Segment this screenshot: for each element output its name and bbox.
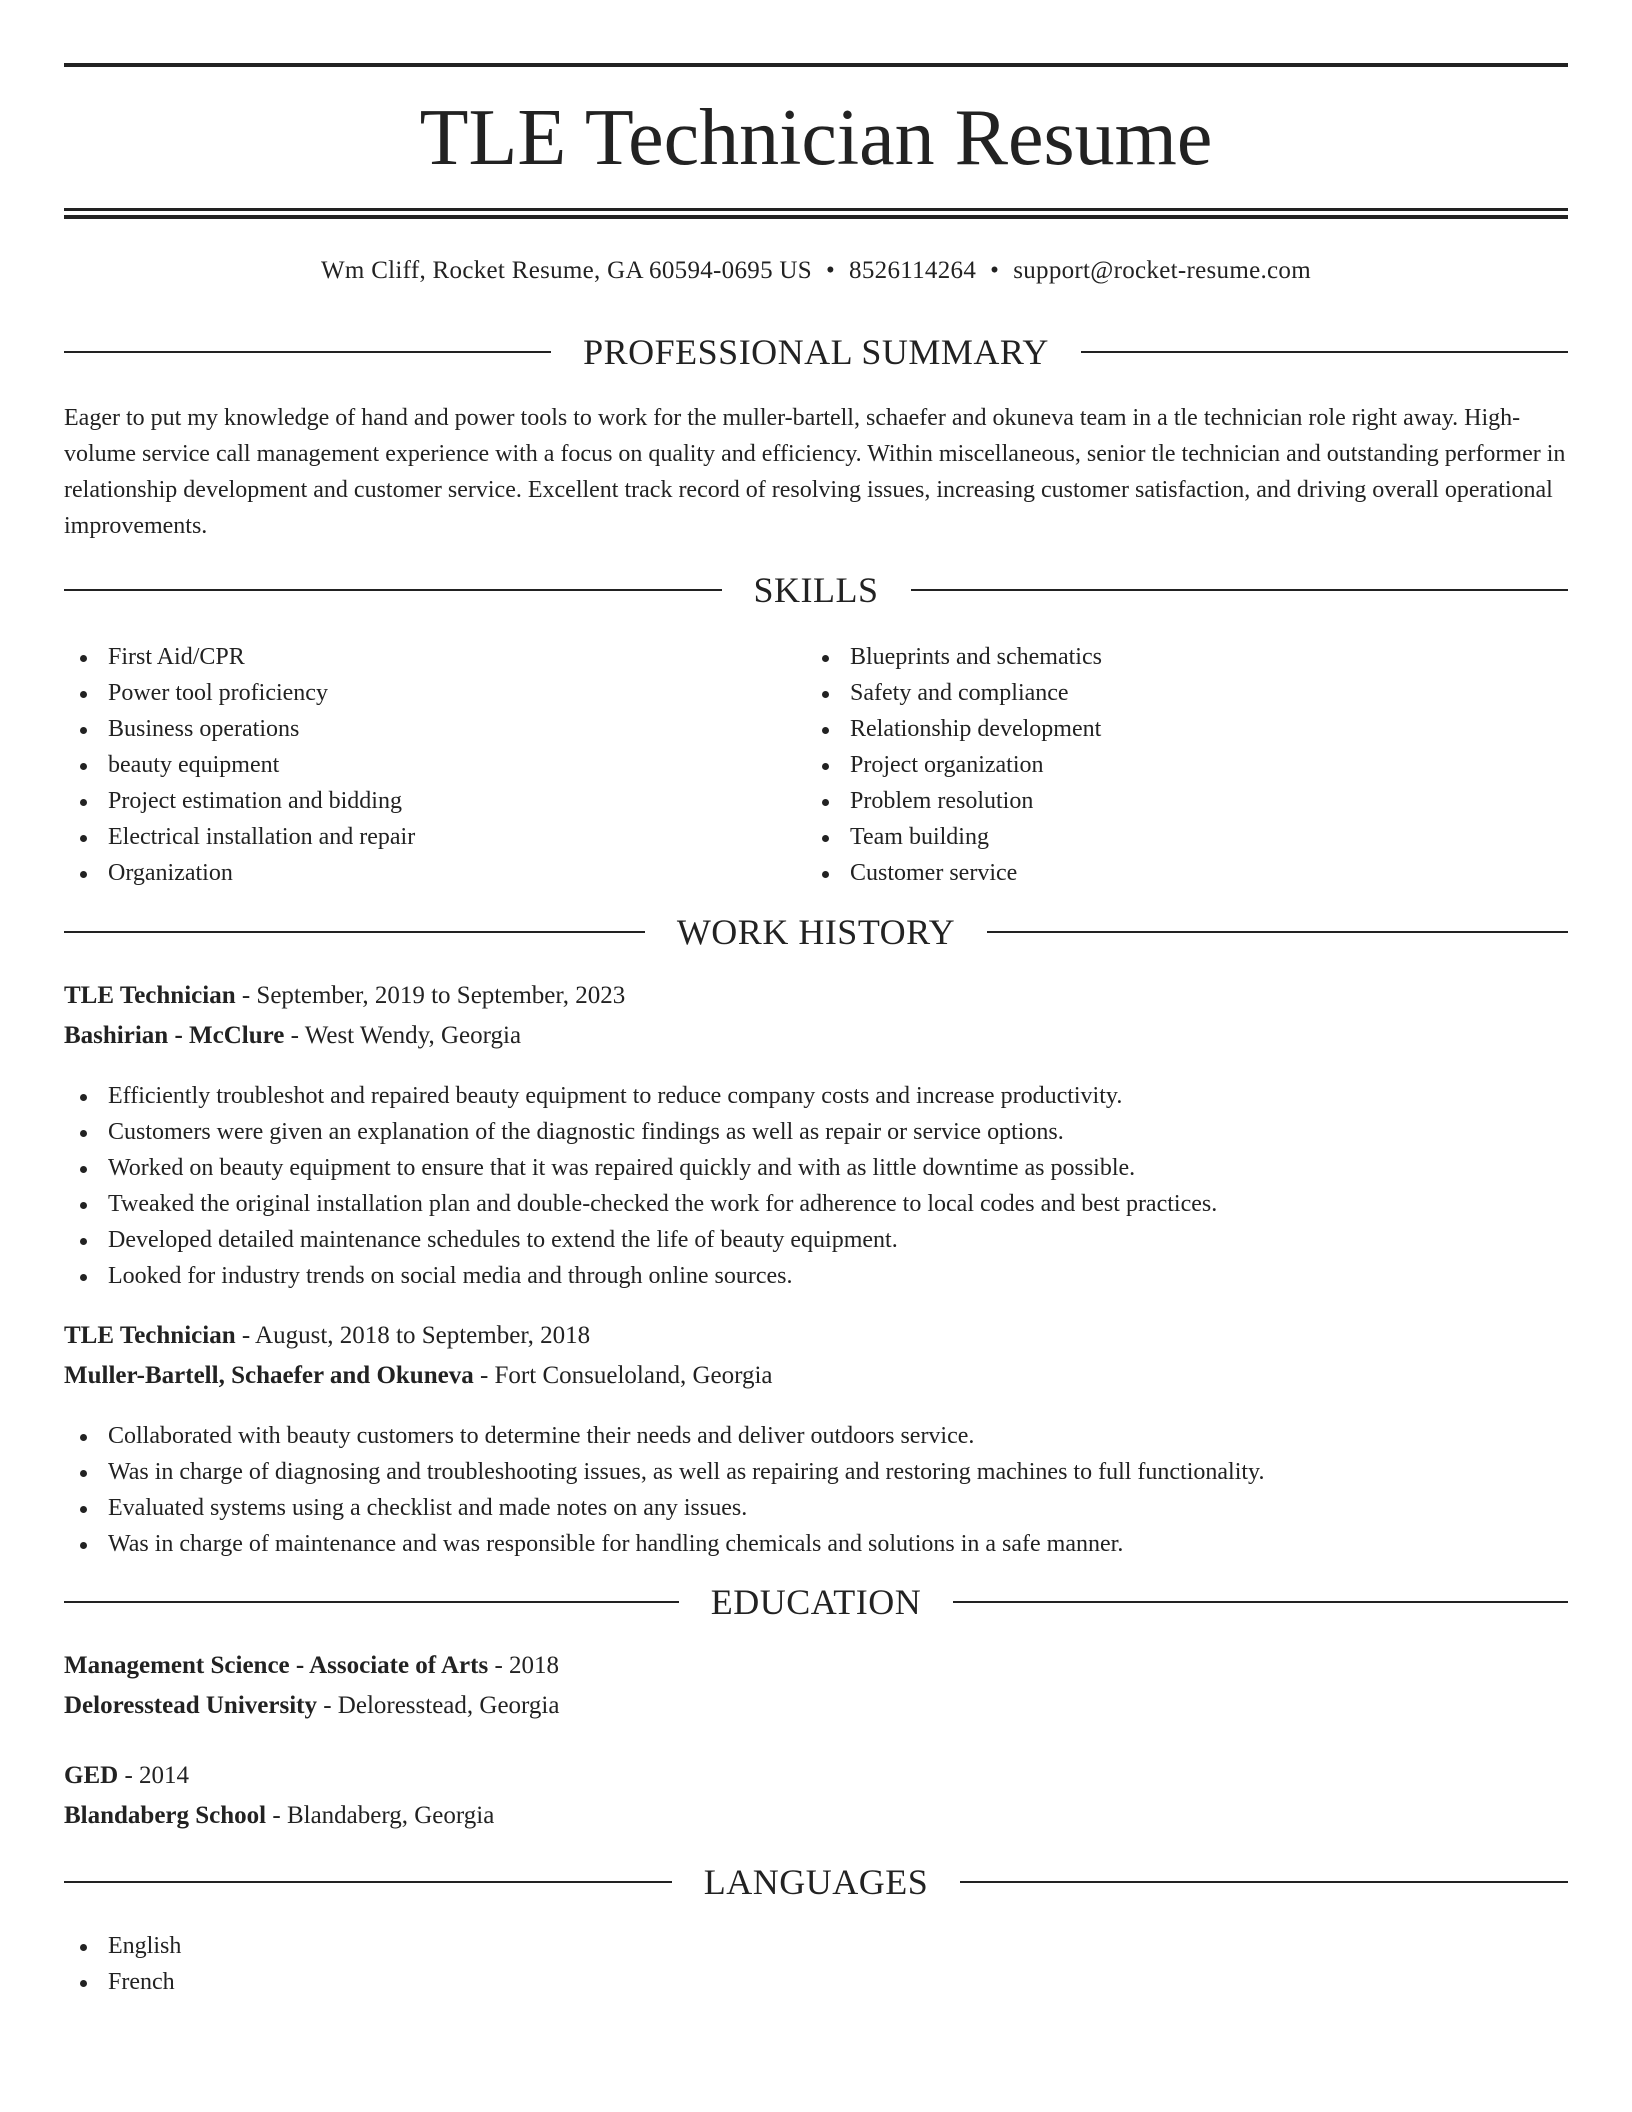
section-title-work: WORK HISTORY <box>676 912 956 952</box>
language-item: French <box>64 1964 1568 2000</box>
skill-item: Organization <box>64 855 804 891</box>
job-duty-item: Tweaked the original installation plan and double-checked the work for adherence to local codes and best practices. <box>64 1186 1568 1222</box>
title-rule-lower <box>64 215 1568 219</box>
job-duty-item: Customers were given an explanation of the diagnostic findings as well as repair or service options. <box>64 1114 1568 1150</box>
skill-item: Customer service <box>806 855 1546 891</box>
job-title-line <box>64 1316 1568 1356</box>
education-degree-line <box>64 1756 1568 1796</box>
contact-phone: 8526114264 <box>849 257 977 284</box>
section-title-skills: SKILLS <box>753 570 879 610</box>
job-duty-item: Looked for industry trends on social media and through online sources. <box>64 1258 1568 1294</box>
contact-address: Wm Cliff, Rocket Resume, GA 60594-0695 US <box>321 257 812 284</box>
job-dates: - September, 2019 to September, 2023 <box>235 982 626 1009</box>
summary-text: Eager to put my knowledge of hand and power tools to work for the muller-bartell, schaefer and okuneva team in a tle technician role right away. High-volume service call management experience with a focus on quality and efficiency. Within miscellaneous, senior tle technician and outstanding performer in relationship development and customer service. Excellent track record of resolving issues, increasing customer satisfaction, and driving overall operational improvements. <box>64 405 1566 539</box>
divider-line <box>987 931 1568 933</box>
section-title-languages: LANGUAGES <box>703 1862 929 1902</box>
education-school: Blandaberg School <box>64 1802 267 1829</box>
job-title: TLE Technician <box>64 1322 236 1349</box>
skill-item: Safety and compliance <box>806 675 1546 711</box>
job-duty-item: Evaluated systems using a checklist and made notes on any issues. <box>64 1490 1568 1526</box>
language-item: English <box>64 1928 1568 1964</box>
education-year: - 2014 <box>118 1762 190 1789</box>
divider-line <box>953 1601 1568 1603</box>
skill-item: Team building <box>806 819 1546 855</box>
section-title-education: EDUCATION <box>710 1582 922 1622</box>
education-degree-line <box>64 1646 1568 1686</box>
job-title: TLE Technician <box>64 982 236 1009</box>
job-location: - Fort Consueloland, Georgia <box>473 1362 773 1389</box>
contact-line <box>64 254 1568 288</box>
skill-item: Electrical installation and repair <box>64 819 804 855</box>
job-duty-item: Was in charge of maintenance and was responsible for handling chemicals and solutions in a safe manner. <box>64 1526 1568 1562</box>
job-dates: - August, 2018 to September, 2018 <box>235 1322 591 1349</box>
job-duties-list <box>64 1418 1568 1562</box>
education-location: - Blandaberg, Georgia <box>266 1802 495 1829</box>
contact-separator: • <box>990 257 1000 284</box>
divider-line <box>64 589 722 591</box>
divider-line <box>64 1881 672 1883</box>
skill-item: Business operations <box>64 711 804 747</box>
job-duty-item: Was in charge of diagnosing and troubleshooting issues, as well as repairing and restoring machines to full functionality. <box>64 1454 1568 1490</box>
contact-separator: • <box>825 257 836 284</box>
section-header-skills <box>64 568 1568 612</box>
divider-line <box>64 931 645 933</box>
skill-item: Relationship development <box>806 711 1546 747</box>
job-duty-item: Efficiently troubleshot and repaired beauty equipment to reduce company costs and increase productivity. <box>64 1078 1568 1114</box>
skill-item: Power tool proficiency <box>64 675 804 711</box>
skill-item: Project organization <box>806 747 1546 783</box>
skill-item: Blueprints and schematics <box>806 639 1546 675</box>
divider-line <box>1081 351 1568 353</box>
job-company: Muller-Bartell, Schaefer and Okuneva <box>64 1362 474 1389</box>
skills-list-right <box>806 639 1546 891</box>
title-rule-upper <box>64 208 1568 211</box>
education-school-line <box>64 1796 1568 1836</box>
section-title-summary: PROFESSIONAL SUMMARY <box>583 332 1049 372</box>
contact-email: support@rocket-resume.com <box>1013 257 1311 284</box>
job-title-line <box>64 976 1568 1016</box>
skill-item: Project estimation and bidding <box>64 783 804 819</box>
divider-line <box>64 1601 679 1603</box>
languages-list <box>64 1928 1568 2000</box>
job-duties-list <box>64 1078 1568 1294</box>
education-year: - 2018 <box>488 1652 560 1679</box>
job-duty-item: Worked on beauty equipment to ensure that it was repaired quickly and with as little downtime as possible. <box>64 1150 1568 1186</box>
top-rule <box>64 63 1568 67</box>
education-school: Deloresstead University <box>64 1692 317 1719</box>
skill-item: Problem resolution <box>806 783 1546 819</box>
job-company-line <box>64 1356 1568 1396</box>
skill-item: First Aid/CPR <box>64 639 804 675</box>
education-degree: Management Science - Associate of Arts <box>64 1652 489 1679</box>
education-school-line <box>64 1686 1568 1726</box>
skills-list-left <box>64 639 804 891</box>
divider-line <box>960 1881 1568 1883</box>
section-header-education <box>64 1580 1568 1624</box>
skill-item: beauty equipment <box>64 747 804 783</box>
job-location: - West Wendy, Georgia <box>284 1022 522 1049</box>
job-company: Bashirian - McClure <box>64 1022 285 1049</box>
job-company-line <box>64 1016 1568 1056</box>
education-degree: GED <box>64 1762 119 1789</box>
divider-line <box>911 589 1569 591</box>
resume-title: TLE Technician Resume <box>419 94 1213 182</box>
job-duty-item: Collaborated with beauty customers to determine their needs and deliver outdoors service. <box>64 1418 1568 1454</box>
divider-line <box>64 351 551 353</box>
education-location: - Deloresstead, Georgia <box>316 1692 560 1719</box>
job-duty-item: Developed detailed maintenance schedules to extend the life of beauty equipment. <box>64 1222 1568 1258</box>
section-header-languages <box>64 1860 1568 1904</box>
section-header-summary <box>64 330 1568 374</box>
section-header-work <box>64 910 1568 954</box>
